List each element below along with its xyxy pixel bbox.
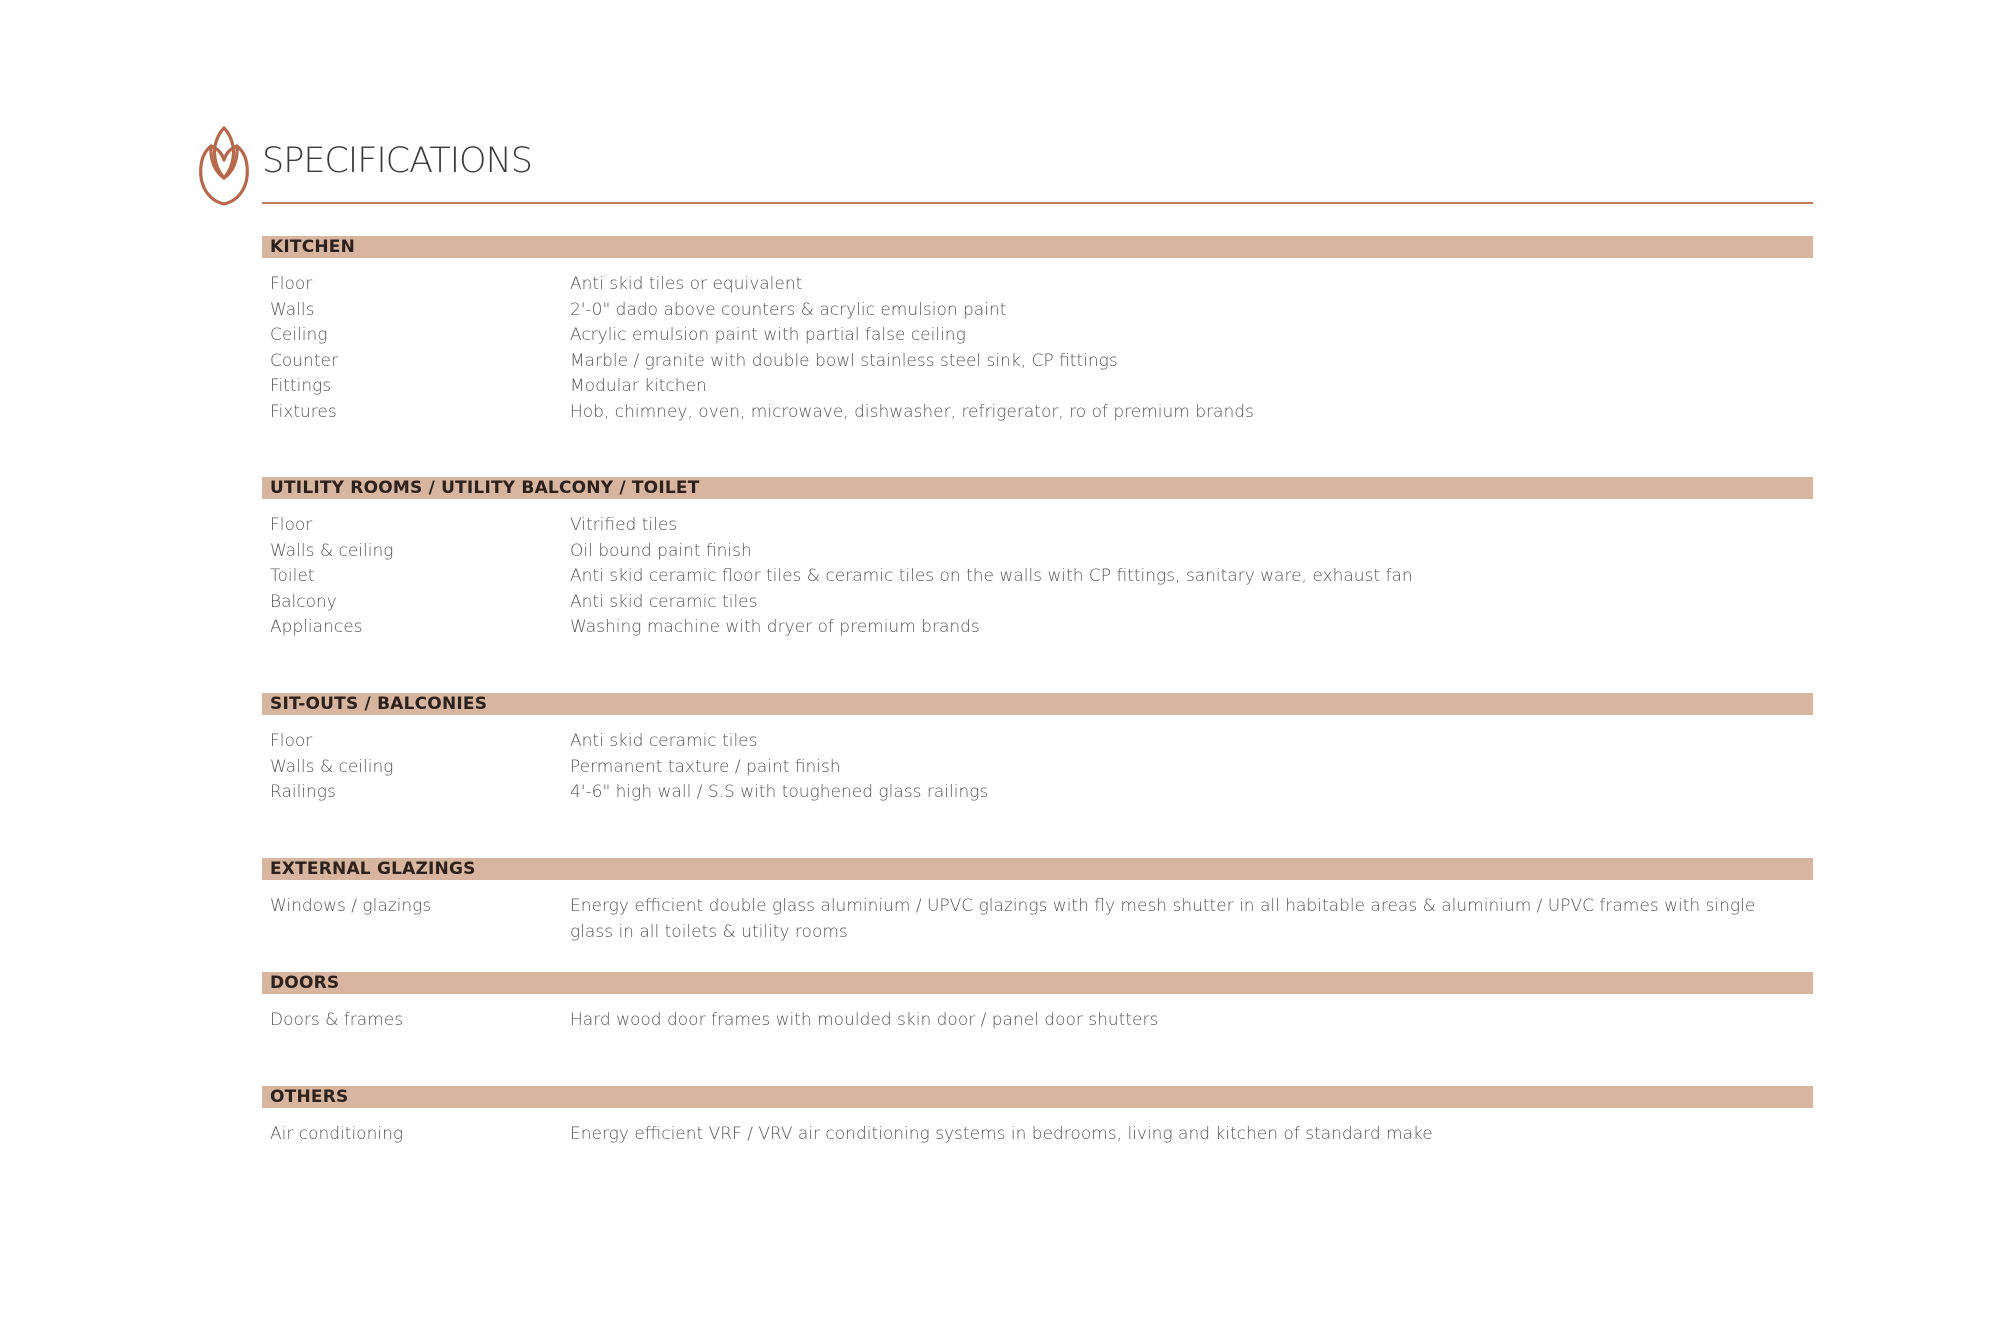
- section-header-band: [262, 693, 1813, 715]
- section-header-band: [262, 858, 1813, 880]
- spec-row: [270, 374, 1813, 400]
- spec-value: Anti skid ceramic tiles: [570, 591, 758, 612]
- section-doors: [262, 972, 1813, 1034]
- spec-row: [270, 590, 1813, 616]
- section-title: OTHERS: [270, 1087, 349, 1107]
- spec-label: Walls: [270, 299, 315, 320]
- section-header-band: [262, 972, 1813, 994]
- section-header-band: [262, 477, 1813, 499]
- spec-label: Fixtures: [270, 401, 337, 422]
- spec-row: [270, 564, 1813, 590]
- spec-value: Energy efficient double glass aluminium / UPVC glazings with fly mesh shutter in all habitable areas & aluminium / UPVC frames with single glass in all toilets & utility rooms: [570, 896, 1756, 942]
- spec-value: Permanent taxture / paint finish: [570, 756, 841, 777]
- section-header-band: [262, 1086, 1813, 1108]
- section-title: DOORS: [270, 973, 340, 993]
- spec-label: Floor: [270, 274, 313, 294]
- spec-value: Acrylic emulsion paint with partial false ceiling: [570, 325, 966, 345]
- spec-label: Railings: [270, 782, 336, 802]
- spec-row: [270, 298, 1813, 324]
- spec-label: Toilet: [270, 566, 315, 586]
- page-header: [197, 126, 1813, 206]
- spec-label: Floor: [270, 731, 313, 751]
- section-utility: [262, 477, 1813, 641]
- spec-label: Balcony: [270, 591, 337, 612]
- spec-list: [262, 1008, 1813, 1034]
- section-others: [262, 1086, 1813, 1148]
- spec-list: [262, 729, 1813, 806]
- section-external-glazings: [262, 858, 1813, 945]
- spec-row: [270, 615, 1813, 641]
- spec-label: Walls & ceiling: [270, 756, 394, 777]
- title-divider: [262, 202, 1813, 204]
- section-title: KITCHEN: [270, 237, 356, 257]
- section-kitchen: [262, 236, 1813, 425]
- spec-list: [262, 1122, 1813, 1148]
- section-title: EXTERNAL GLAZINGS: [270, 859, 476, 879]
- spec-label: Air conditioning: [270, 1124, 404, 1144]
- section-sit-outs: [262, 693, 1813, 806]
- spec-value: Modular kitchen: [570, 376, 707, 396]
- spec-row: [270, 349, 1813, 375]
- spec-value: Hob, chimney, oven, microwave, dishwasher, refrigerator, ro of premium brands: [570, 401, 1254, 422]
- spec-row: [270, 729, 1813, 755]
- spec-value: Hard wood door frames with moulded skin door / panel door shutters: [570, 1010, 1159, 1030]
- spec-label: Doors & frames: [270, 1010, 404, 1030]
- spec-label: Floor: [270, 515, 313, 535]
- spec-value: Oil bound paint finish: [570, 540, 752, 561]
- spec-label: Windows / glazings: [270, 896, 432, 916]
- section-header-band: [262, 236, 1813, 258]
- spec-value: 4'-6" high wall / S.S with toughened glass railings: [570, 782, 989, 802]
- spec-label: Appliances: [270, 617, 363, 637]
- spec-value: Energy efficient VRF / VRV air conditioning systems in bedrooms, living and kitchen of standard make: [570, 1124, 1433, 1144]
- spec-value: 2'-0" dado above counters & acrylic emulsion paint: [570, 299, 1007, 320]
- spec-value: Washing machine with dryer of premium brands: [570, 617, 980, 637]
- spec-row: [270, 513, 1813, 539]
- spec-label: Ceiling: [270, 325, 328, 345]
- spec-list: [262, 513, 1813, 641]
- spec-label: Counter: [270, 350, 338, 371]
- spec-row: [270, 894, 1813, 945]
- spec-row: [270, 400, 1813, 426]
- spec-list: [262, 272, 1813, 425]
- spec-row: [270, 1122, 1813, 1148]
- spec-label: Fittings: [270, 376, 332, 396]
- spec-row: [270, 323, 1813, 349]
- spec-value: Anti skid ceramic tiles: [570, 731, 758, 751]
- spec-row: [270, 780, 1813, 806]
- page-title: SPECIFICATIONS: [262, 141, 532, 181]
- spec-row: [270, 272, 1813, 298]
- spec-value: Vitrified tiles: [570, 515, 678, 535]
- section-title: UTILITY ROOMS / UTILITY BALCONY / TOILET: [270, 478, 700, 498]
- spec-row: [270, 539, 1813, 565]
- spec-row: [270, 755, 1813, 781]
- section-title: SIT-OUTS / BALCONIES: [270, 694, 488, 714]
- tulip-logo-icon: [197, 126, 251, 206]
- spec-value: Marble / granite with double bowl stainless steel sink, CP fittings: [570, 350, 1118, 371]
- spec-value: Anti skid ceramic floor tiles & ceramic tiles on the walls with CP fittings, sanitary ware, exhaust fan: [570, 566, 1413, 586]
- spec-value: Anti skid tiles or equivalent: [570, 274, 803, 294]
- spec-list: [262, 894, 1813, 945]
- spec-row: [270, 1008, 1813, 1034]
- spec-label: Walls & ceiling: [270, 540, 394, 561]
